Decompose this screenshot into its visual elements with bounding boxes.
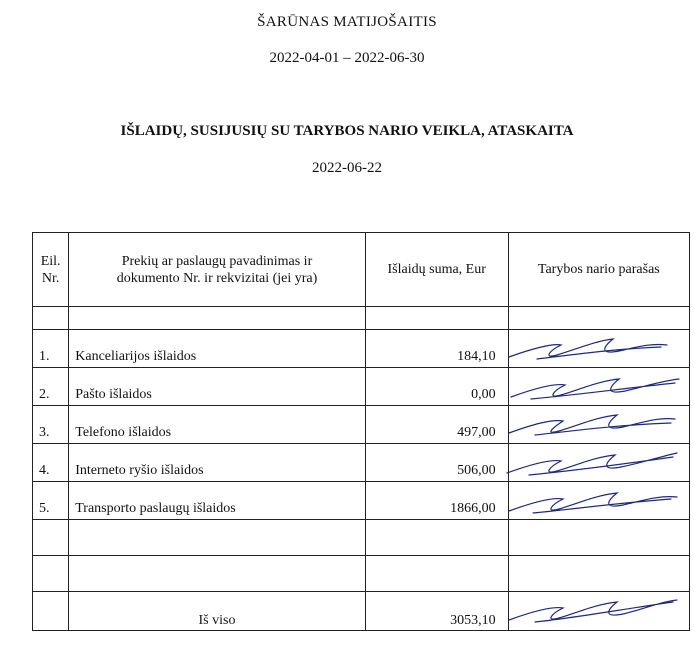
row-no: 5. — [33, 482, 69, 520]
row-no: 3. — [33, 406, 69, 444]
row-sum: 0,00 — [365, 368, 508, 406]
signature-image — [491, 487, 681, 517]
empty-row — [33, 520, 690, 556]
row-no: 1. — [33, 330, 69, 368]
row-sum: 497,00 — [365, 406, 508, 444]
signature-image — [491, 335, 681, 365]
row-name: Kanceliarijos išlaidos — [69, 330, 366, 368]
row-signature — [508, 406, 689, 444]
row-name: Pašto išlaidos — [69, 368, 366, 406]
row-name: Telefono išlaidos — [69, 406, 366, 444]
row-signature — [508, 444, 689, 482]
row-no: 4. — [33, 444, 69, 482]
report-period: 2022-04-01 – 2022-06-30 — [269, 50, 425, 66]
table-row — [33, 482, 690, 520]
report-title: IŠLAIDŲ, SUSIJUSIŲ SU TARYBOS NARIO VEIKLA, ATASKAITA — [120, 123, 574, 139]
row-sum: 1866,00 — [365, 482, 508, 520]
total-label: Iš viso — [69, 592, 366, 631]
row-signature — [508, 368, 689, 406]
row-sum: 506,00 — [365, 444, 508, 482]
row-sum: 184,10 — [365, 330, 508, 368]
header-name: Prekių ar paslaugų pavadinimas ir dokumento Nr. ir rekvizitai (jei yra) — [69, 233, 366, 307]
report-date: 2022-06-22 — [312, 160, 382, 176]
row-signature — [508, 330, 689, 368]
signature-image — [491, 411, 681, 441]
signature-image — [491, 373, 681, 403]
spacer-row — [33, 307, 690, 330]
table-row — [33, 368, 690, 406]
table-row — [33, 330, 690, 368]
table-header-row — [33, 233, 690, 307]
header-no: Eil. Nr. — [33, 233, 69, 307]
row-no: 2. — [33, 368, 69, 406]
table-row — [33, 444, 690, 482]
expense-table — [32, 232, 690, 631]
table-row — [33, 406, 690, 444]
header-sum: Išlaidų suma, Eur — [365, 233, 508, 307]
total-signature — [508, 592, 689, 631]
person-name: ŠARŪNAS MATIJOŠAITIS — [257, 14, 437, 30]
row-name: Transporto paslaugų išlaidos — [69, 482, 366, 520]
empty-row — [33, 556, 690, 592]
total-row — [33, 592, 690, 631]
row-name: Interneto ryšio išlaidos — [69, 444, 366, 482]
row-signature — [508, 482, 689, 520]
header-signature: Tarybos nario parašas — [508, 233, 689, 307]
total-sum: 3053,10 — [365, 592, 508, 631]
signature-image — [491, 449, 681, 479]
signature-image — [491, 598, 681, 628]
